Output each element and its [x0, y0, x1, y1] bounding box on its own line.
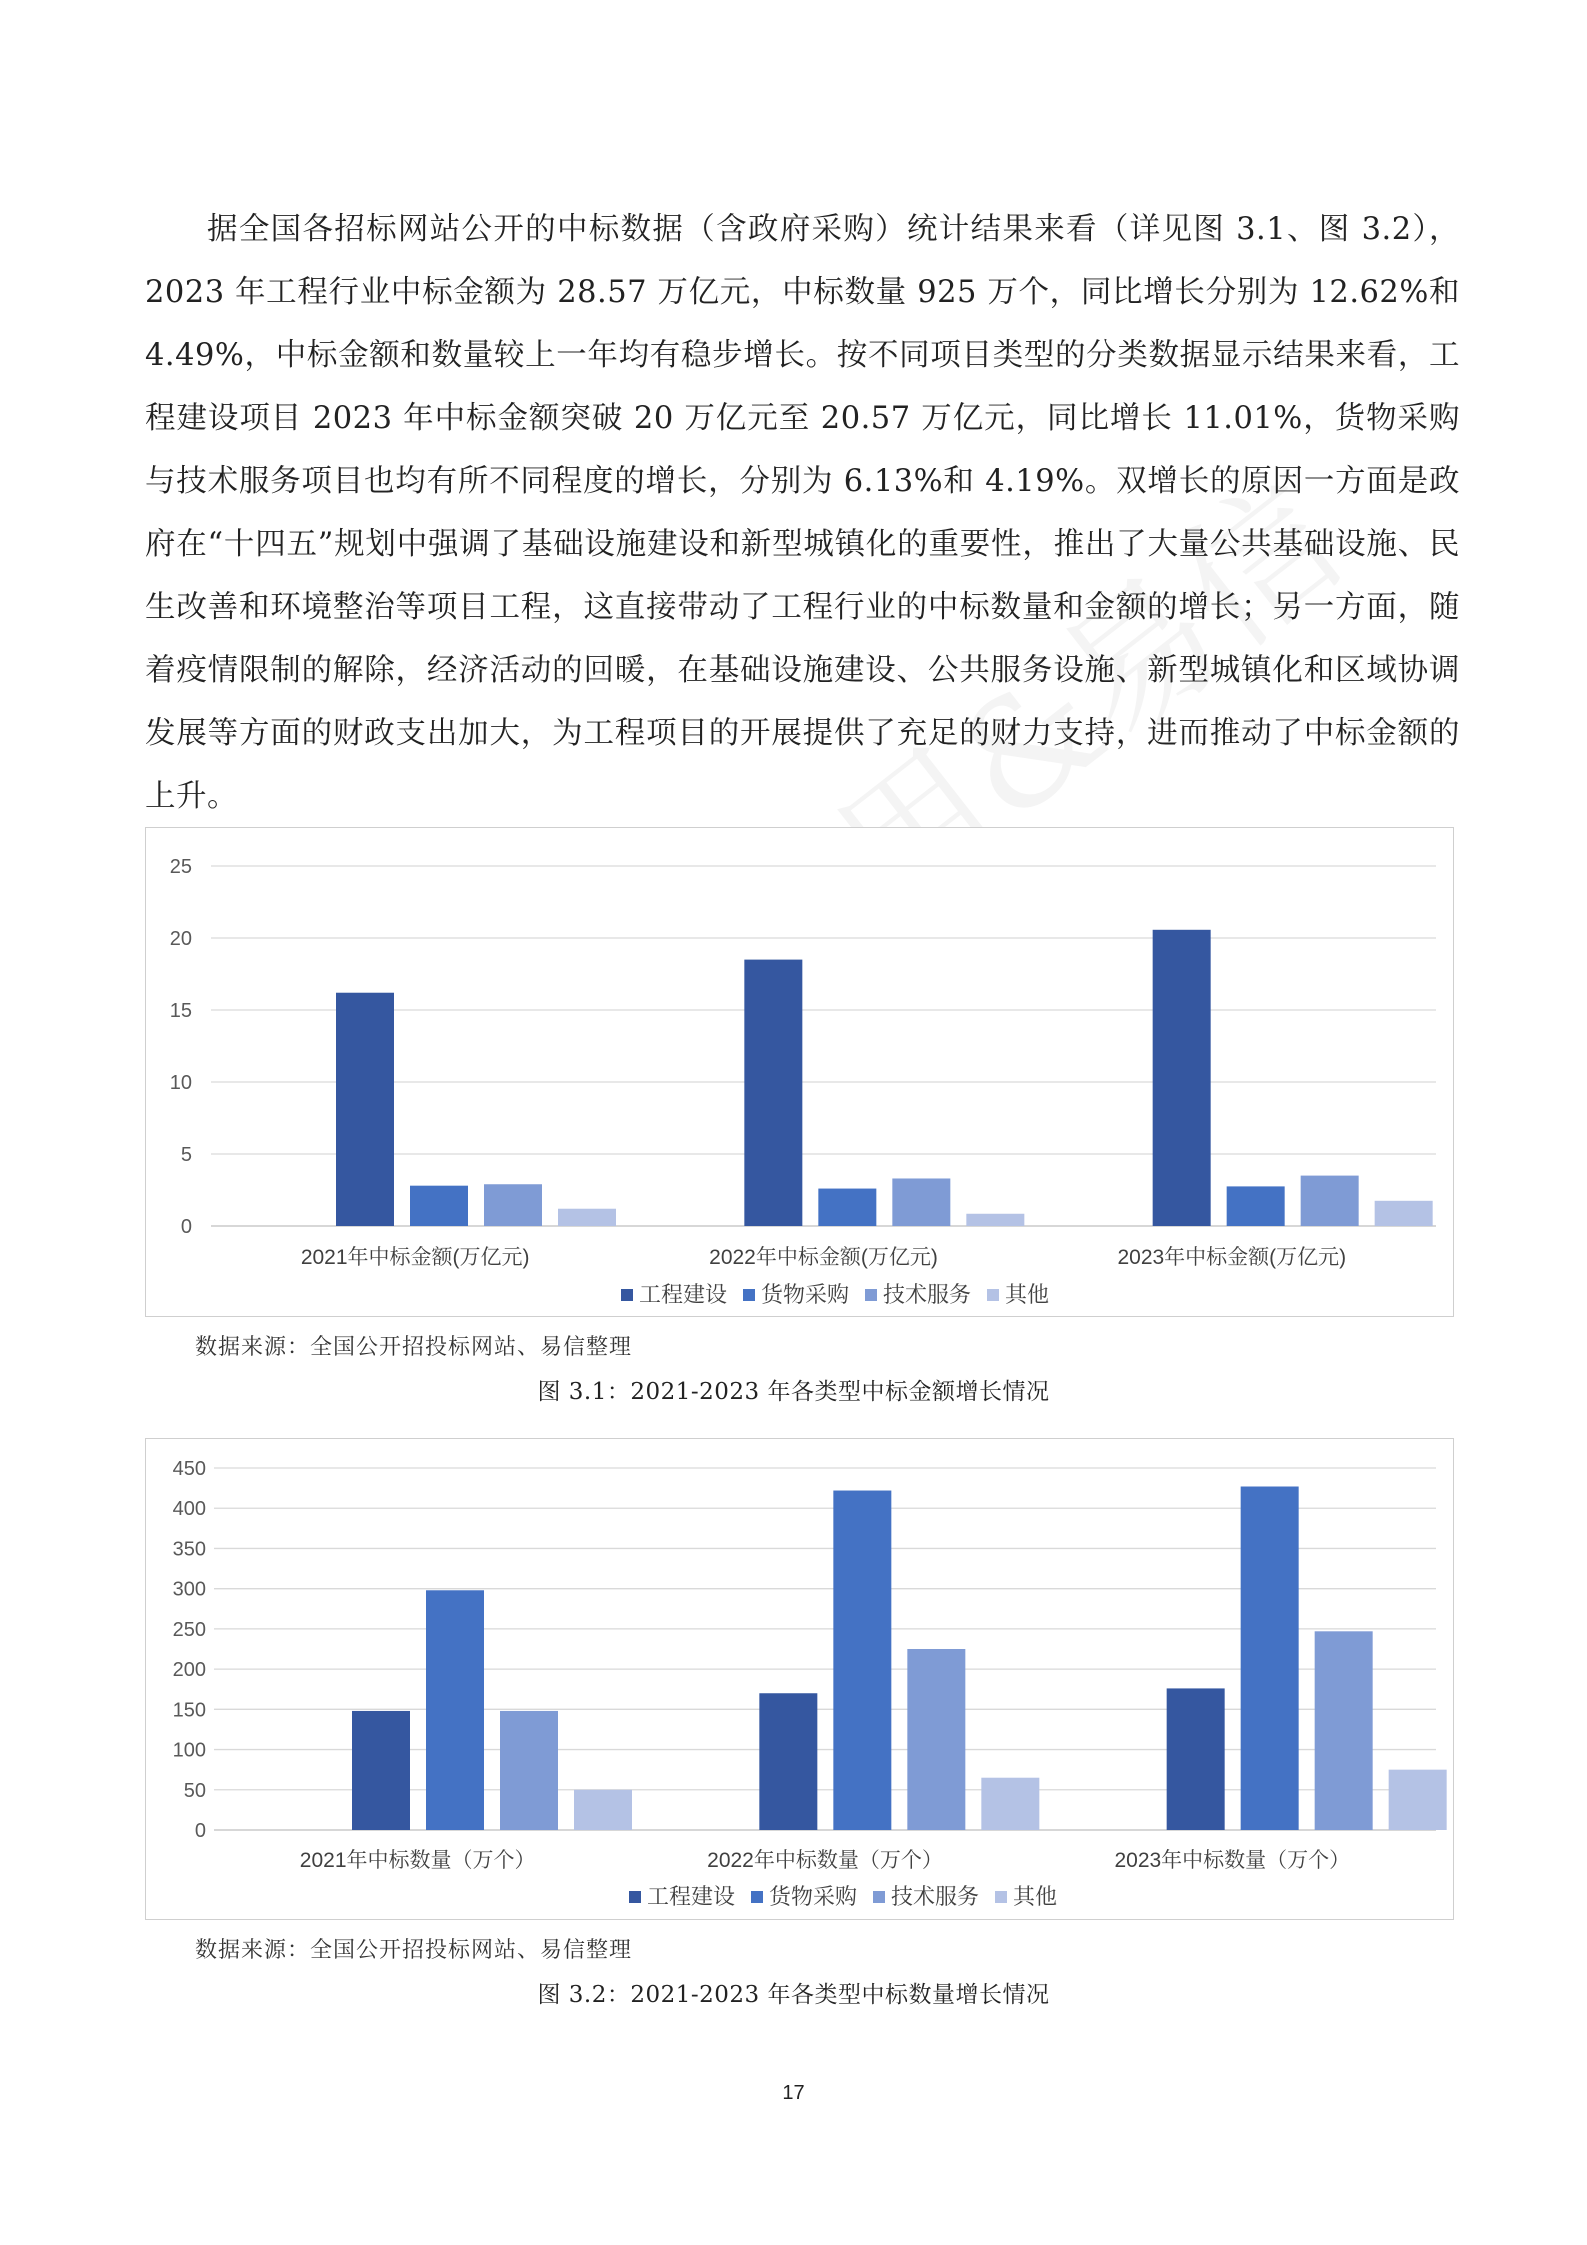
chart1-legend-label: 技术服务 [883, 1283, 972, 1308]
chart1-category-label: 2023年中标金额(万亿元) [1117, 1246, 1347, 1269]
chart1-bar-2-2 [818, 1189, 876, 1226]
chart2-legend-label: 技术服务 [891, 1885, 980, 1910]
chart2-legend-swatch [629, 1891, 641, 1903]
chart-bid-amount [145, 827, 1454, 1317]
chart1-legend-swatch [987, 1289, 999, 1301]
chart1-bar-4-2 [966, 1214, 1024, 1226]
chart1-bar-3-1 [484, 1184, 542, 1226]
chart2-bar-4-1 [574, 1790, 632, 1830]
chart2-y-tick-label: 200 [172, 1659, 206, 1682]
chart1-y-tick-label: 25 [169, 856, 192, 878]
chart2-y-tick-label: 150 [172, 1699, 206, 1722]
chart2-legend-swatch [995, 1891, 1007, 1903]
chart2-bar-3-1 [500, 1711, 558, 1830]
chart1-bar-2-1 [410, 1186, 468, 1226]
chart1-y-tick-label: 5 [180, 1144, 192, 1166]
chart2-y-tick-label: 0 [194, 1820, 206, 1842]
chart-bid-amount-svg [146, 828, 1453, 1316]
chart1-legend-label: 工程建设 [639, 1283, 728, 1308]
chart1-legend-label: 其他 [1005, 1283, 1050, 1308]
chart1-bar-1-3 [1153, 930, 1211, 1226]
chart1-y-tick-label: 20 [169, 928, 192, 950]
chart1-bar-4-1 [558, 1209, 616, 1226]
body-paragraph: 据全国各招标网站公开的中标数据（含政府采购）统计结果来看（详见图 3.1、图 3.2），2023 年工程行业中标金额为 28.57 万亿元，中标数量 925 万个，同比增长分别为 12.62%和 4.49%，中标金额和数量较上一年均有稳步增长。按不同项目类型的分类数据显示结果来看，工程建设项目 2023 年中标金额突破 20 万亿元至 20.57 万亿元，同比增长 11.01%，货物采购与技术服务项目也均有所不同程度的增长，分别为 6.13%和 4.19%。双增长的原因一方面是政府在“十四五”规划中强调了基础设施建设和新型城镇化的重要性，推出了大量公共基础设施、民生改善和环境整治等项目工程，这直接带动了工程行业的中标数量和金额的增长；另一方面，随着疫情限制的解除，经济活动的回暖，在基础设施建设、公共服务设施、新型城镇化和区域协调发展等方面的财政支出加大，为工程项目的开展提供了充足的财力支持，进而推动了中标金额的上升。 [145, 212, 1460, 814]
chart2-category-label: 2022年中标数量（万个） [707, 1849, 943, 1872]
chart1-category-label: 2021年中标金额(万亿元) [300, 1246, 530, 1269]
chart2-bar-3-3 [1315, 1631, 1373, 1830]
chart2-bar-1-3 [1167, 1688, 1225, 1830]
chart2-bar-4-3 [1389, 1770, 1447, 1830]
chart2-legend-label: 工程建设 [647, 1885, 736, 1910]
chart1-legend-swatch [865, 1289, 877, 1301]
figure-caption-2: 图 3.2：2021-2023 年各类型中标数量增长情况 [537, 1982, 1050, 2008]
data-source-1: 数据来源：全国公开招投标网站、易信整理 [195, 1335, 633, 1360]
chart2-y-tick-label: 50 [183, 1779, 206, 1802]
chart1-bar-4-3 [1375, 1201, 1433, 1226]
chart-bid-count-svg [146, 1439, 1453, 1919]
chart2-legend-swatch [873, 1891, 885, 1903]
chart1-legend-swatch [743, 1289, 755, 1301]
chart1-y-tick-label: 15 [169, 1000, 192, 1022]
chart2-legend-swatch [751, 1891, 763, 1903]
chart2-y-tick-label: 300 [172, 1578, 206, 1601]
chart2-bar-3-2 [907, 1649, 965, 1830]
chart-bid-count [145, 1438, 1454, 1920]
chart2-y-tick-label: 350 [172, 1538, 206, 1561]
chart1-bar-3-2 [892, 1178, 950, 1226]
chart1-legend-swatch [621, 1289, 633, 1301]
chart1-bar-1-1 [336, 993, 394, 1226]
chart1-bar-2-3 [1227, 1186, 1285, 1226]
chart2-legend-label: 货物采购 [769, 1885, 858, 1910]
chart1-bar-1-2 [744, 960, 802, 1226]
figure-caption-1: 图 3.1：2021-2023 年各类型中标金额增长情况 [537, 1379, 1050, 1405]
chart2-bar-1-2 [759, 1693, 817, 1830]
chart2-bar-2-1 [426, 1590, 484, 1830]
chart1-y-tick-label: 0 [180, 1216, 192, 1238]
chart2-bar-1-1 [352, 1711, 410, 1830]
chart2-y-tick-label: 450 [172, 1458, 206, 1480]
chart2-category-label: 2021年中标数量（万个） [299, 1849, 536, 1872]
data-source-2: 数据来源：全国公开招投标网站、易信整理 [195, 1938, 633, 1963]
chart2-legend-label: 其他 [1013, 1885, 1058, 1910]
chart2-bar-2-3 [1241, 1487, 1299, 1830]
chart1-category-label: 2022年中标金额(万亿元) [709, 1246, 938, 1269]
chart2-bar-2-2 [833, 1491, 891, 1830]
chart2-y-tick-label: 400 [172, 1498, 206, 1521]
chart1-y-tick-label: 10 [169, 1072, 192, 1094]
chart2-bar-4-2 [981, 1778, 1039, 1830]
chart2-y-tick-label: 100 [172, 1739, 206, 1762]
chart2-category-label: 2023年中标数量（万个） [1114, 1849, 1351, 1872]
chart2-y-tick-label: 250 [172, 1618, 206, 1641]
chart1-legend-label: 货物采购 [761, 1283, 850, 1308]
page-number: 17 [782, 2082, 805, 2104]
chart1-bar-3-3 [1301, 1176, 1359, 1226]
